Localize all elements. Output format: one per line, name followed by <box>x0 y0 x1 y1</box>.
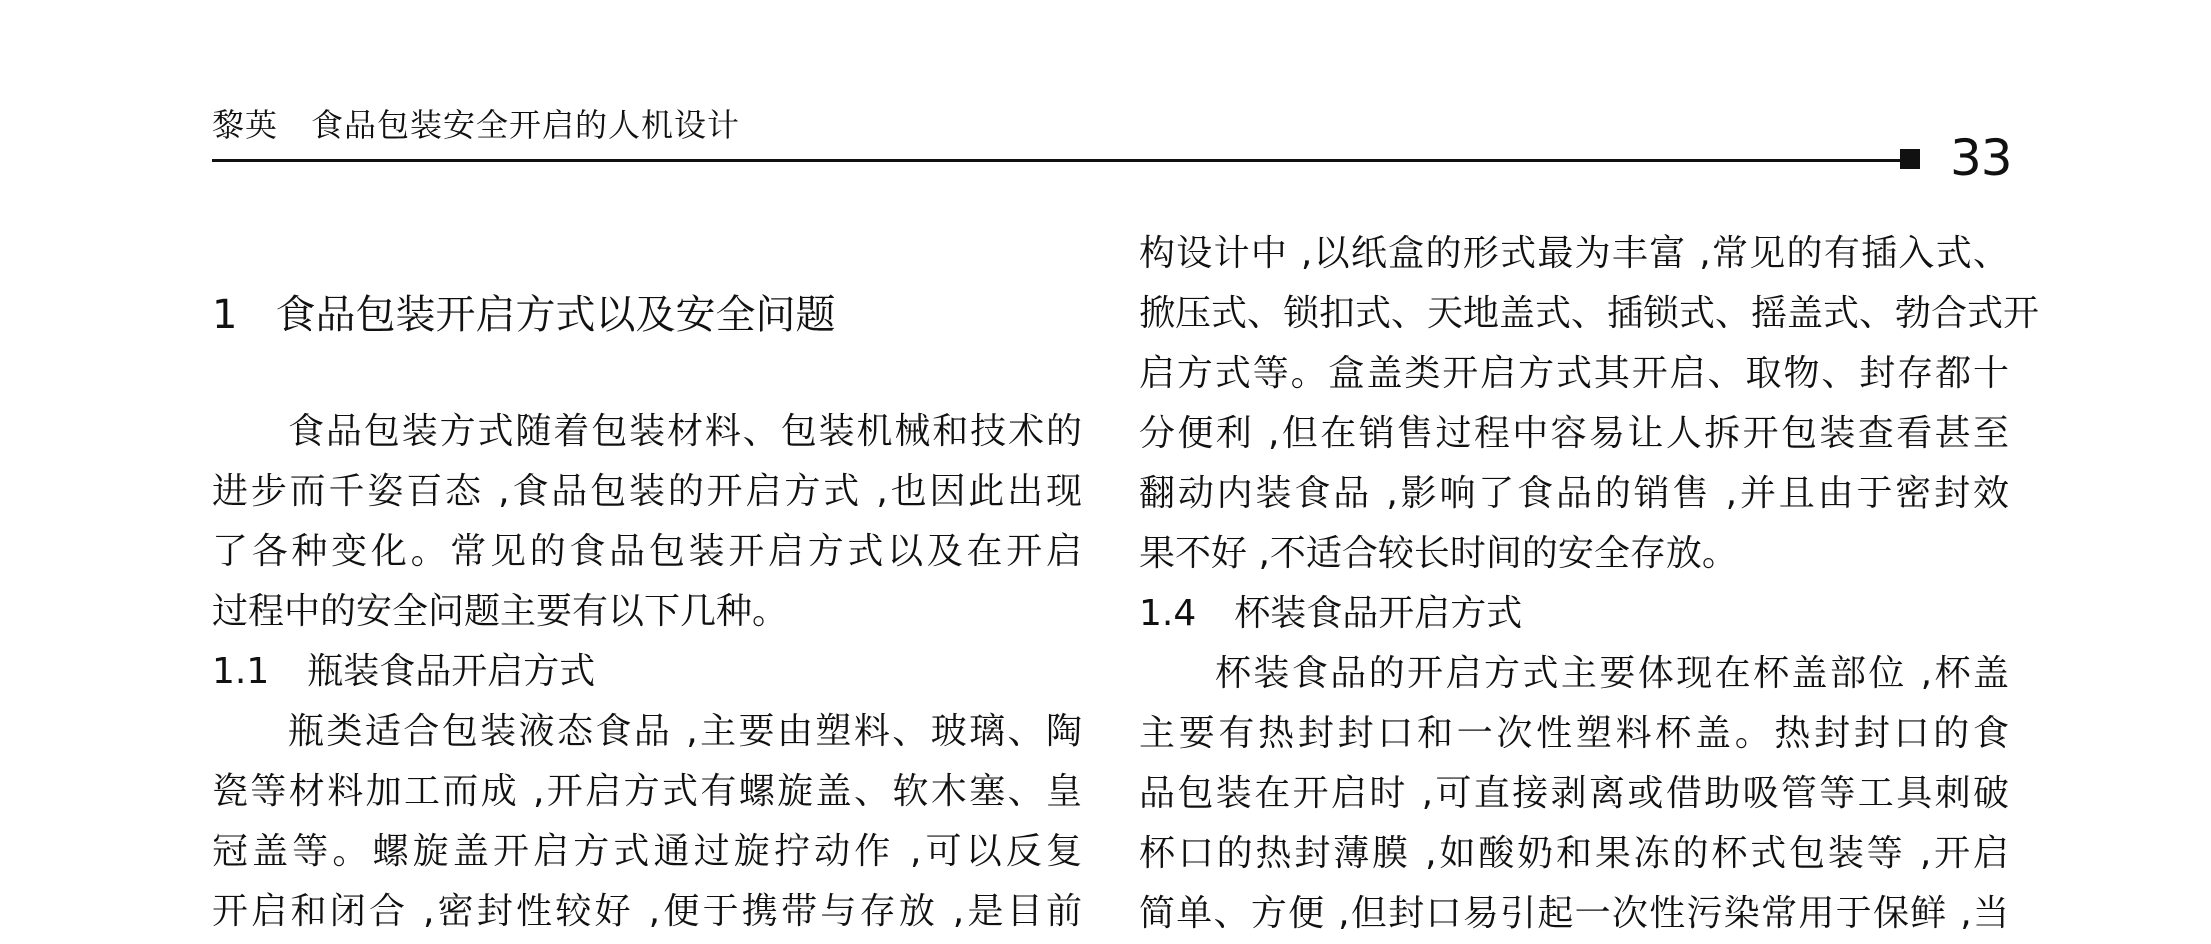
subsection-heading-1-1 <box>212 642 595 702</box>
paragraph-line: 瓶类适合包装液态食品 ,主要由塑料、玻璃、陶 <box>288 711 1082 752</box>
paragraph-line: 简单、方便 ,但封口易引起一次性污染常用于保鲜 ,当 <box>1139 893 2009 934</box>
paragraph-line: 过程中的安全问题主要有以下几种。 <box>212 591 789 632</box>
subsection-title: 瓶装食品开启方式 <box>307 651 596 692</box>
paragraph-line: 杯装食品的开启方式主要体现在杯盖部位 ,杯盖 <box>1215 653 2009 694</box>
running-head: 黎英 食品包装安全开启的人机设计 <box>212 106 741 144</box>
page-number: 33 <box>1950 129 2012 187</box>
paragraph-line: 主要有热封封口和一次性塑料杯盖。热封封口的食 <box>1139 713 2009 754</box>
paragraph-line: 掀压式、锁扣式、天地盖式、插锁式、摇盖式、勃合式开 <box>1139 293 2040 334</box>
paragraph-line: 冠盖等。螺旋盖开启方式通过旋拧动作 ,可以反复 <box>212 831 1082 872</box>
paragraph-line: 开启和闭合 ,密封性较好 ,便于携带与存放 ,是目前 <box>212 891 1082 932</box>
section-title: 食品包装开启方式以及安全问题 <box>275 292 836 338</box>
subsection-number: 1.4 <box>1139 593 1197 634</box>
paragraph-line: 构设计中 ,以纸盒的形式最为丰富 ,常见的有插入式、 <box>1139 233 2009 274</box>
subsection-title: 杯装食品开启方式 <box>1234 593 1523 634</box>
paragraph-line: 瓷等材料加工而成 ,开启方式有螺旋盖、软木塞、皇 <box>212 771 1082 812</box>
paragraph-line: 果不好 ,不适合较长时间的安全存放。 <box>1139 533 1738 574</box>
header-square-marker <box>1900 149 1920 169</box>
paragraph-line: 品包装在开启时 ,可直接剥离或借助吸管等工具刺破 <box>1139 773 2009 814</box>
header-rule <box>212 159 1905 162</box>
subsection-number: 1.1 <box>212 651 270 692</box>
paragraph-line: 翻动内装食品 ,影响了食品的销售 ,并且由于密封效 <box>1139 473 2009 514</box>
paragraph-line: 杯口的热封薄膜 ,如酸奶和果冻的杯式包装等 ,开启 <box>1139 833 2009 874</box>
paragraph-line: 了各种变化。常见的食品包装开启方式以及在开启 <box>212 531 1082 572</box>
section-heading-1 <box>212 280 835 350</box>
paragraph-line: 进步而千姿百态 ,食品包装的开启方式 ,也因此出现 <box>212 471 1082 512</box>
paragraph-line: 食品包装方式随着包装材料、包装机械和技术的 <box>288 411 1082 452</box>
section-number: 1 <box>212 292 238 338</box>
paragraph-line: 分便利 ,但在销售过程中容易让人拆开包装查看甚至 <box>1139 413 2009 454</box>
subsection-heading-1-4 <box>1139 584 1522 644</box>
paragraph-line: 启方式等。盒盖类开启方式其开启、取物、封存都十 <box>1139 353 2009 394</box>
